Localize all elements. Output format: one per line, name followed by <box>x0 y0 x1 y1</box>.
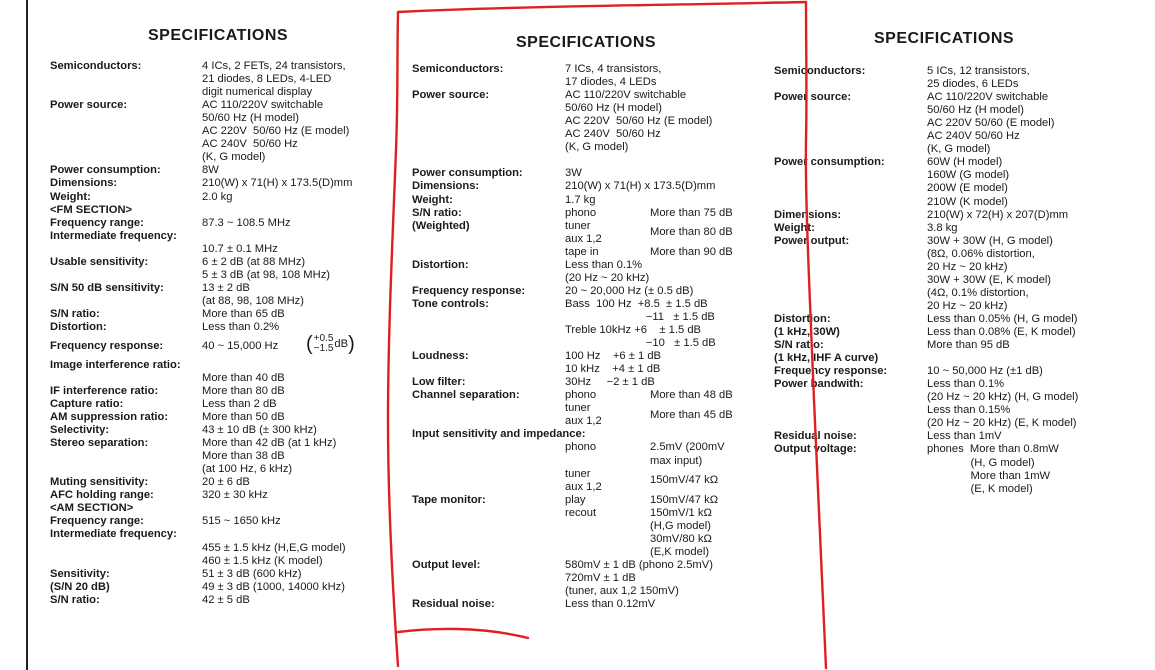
spec-value: 30W + 30W (H, G model) <box>927 234 1053 247</box>
spec-value: (K, G model) <box>927 143 991 156</box>
spec-label: Frequency range: <box>50 216 144 229</box>
spec-value: AC 220V 50/60 Hz (E model) <box>565 115 713 128</box>
spec-value: 515 ~ 1650 kHz <box>202 515 281 528</box>
spec-label: Power consumption: <box>50 164 161 177</box>
spec-value: 43 ± 10 dB (± 300 kHz) <box>202 424 317 437</box>
spec-value: 21 diodes, 8 LEDs, 4-LED <box>202 73 332 86</box>
spec-list <box>50 0 395 670</box>
spec-value-secondary: (E,K model) <box>650 545 710 558</box>
spec-value: Treble 10kHz +6 ± 1.5 dB <box>565 324 702 336</box>
spec-value-secondary: More than 75 dB <box>650 206 733 219</box>
spec-label: S/N ratio: <box>50 593 100 606</box>
spec-label: Intermediate frequency: <box>50 528 177 541</box>
spec-value: 42 ± 5 dB <box>202 593 250 606</box>
spec-value: aux 1,2 <box>565 480 602 493</box>
spec-value: (at 88, 98, 108 MHz) <box>202 294 304 307</box>
spec-value: Less than 1mV <box>927 430 1002 443</box>
spec-value: 210W (K model) <box>927 195 1008 208</box>
spec-value: 20 ± 6 dB <box>202 476 250 489</box>
spec-value: 200W (E model) <box>927 182 1008 195</box>
spec-value: AC 220V 50/60 (E model) <box>927 117 1055 130</box>
spec-label: Selectivity: <box>50 424 110 437</box>
spec-value: 5 ± 3 dB (at 98, 108 MHz) <box>202 268 331 281</box>
spec-value: More than 42 dB (at 1 kHz) <box>202 437 337 450</box>
spec-value: (4Ω, 0.1% distortion, <box>927 286 1029 299</box>
spec-value: More than 40 dB <box>202 371 285 384</box>
spec-value: 720mV ± 1 dB <box>565 571 636 584</box>
spec-value: 17 diodes, 4 LEDs <box>565 76 657 89</box>
spec-label: (1 kHz, 30W) <box>774 326 840 338</box>
spec-label: Channel separation: <box>412 389 520 402</box>
spec-value: 3W <box>565 167 582 180</box>
spec-label: AFC holding range: <box>50 489 154 502</box>
spec-value: AC 240V 50/60 Hz <box>202 138 298 151</box>
spec-label: Distortion: <box>412 258 469 271</box>
spec-value: 210(W) x 72(H) x 207(D)mm <box>927 208 1069 221</box>
spec-label: Power consumption: <box>412 167 523 180</box>
spec-label: Output voltage: <box>774 443 857 456</box>
spec-value-secondary: More than 90 dB <box>650 245 733 258</box>
spec-value: 10 ~ 50,000 Hz (±1 dB) <box>927 365 1043 378</box>
spec-label: Tape monitor: <box>412 493 486 506</box>
spec-label: Power output: <box>774 234 850 247</box>
spec-label: (1 kHz, IHF A curve) <box>774 352 879 365</box>
spec-value: Less than 0.1% <box>927 378 1005 391</box>
spec-value: 60W (H model) <box>927 156 1003 169</box>
spec-value-secondary: 150mV/47 kΩ <box>650 493 719 506</box>
spec-value-secondary: More than 45 dB <box>650 408 733 421</box>
spec-value: (E, K model) <box>927 482 1033 495</box>
spec-value: 50/60 Hz (H model) <box>927 104 1024 117</box>
spec-value: Less than 0.12mV <box>565 598 656 611</box>
spec-value: digit numerical display <box>202 86 313 99</box>
spec-value: 10.7 ± 0.1 MHz <box>202 242 278 255</box>
spec-value: phono <box>565 441 597 454</box>
spec-value: AC 220V 50/60 Hz (E model) <box>202 125 350 138</box>
spec-value: (20 Hz ~ 20 kHz) (E, K model) <box>927 417 1077 430</box>
spec-value: tuner <box>565 467 591 480</box>
spec-value-secondary: 2.5mV (200mV <box>650 441 725 454</box>
spec-value-secondary: 30mV/80 kΩ <box>650 532 712 545</box>
spec-value: 40 ~ 15,000 Hz <box>202 339 279 352</box>
spec-value: Less than 0.05% (H, G model) <box>927 312 1078 325</box>
spec-value-secondary: 150mV/1 kΩ <box>650 506 712 519</box>
spec-value: 87.3 ~ 108.5 MHz <box>202 216 291 229</box>
spec-value: 580mV ± 1 dB (phono 2.5mV) <box>565 558 713 571</box>
spec-label: Residual noise: <box>774 430 857 443</box>
spec-label: Power bandwith: <box>774 378 864 391</box>
spec-value: 210(W) x 71(H) x 173.5(D)mm <box>202 177 353 190</box>
spec-value: 20 Hz ~ 20 kHz) <box>927 299 1008 312</box>
spec-value: (20 Hz ~ 20 kHz) <box>565 271 650 284</box>
spec-value: (K, G model) <box>202 151 266 164</box>
spec-value: −10 ± 1.5 dB <box>565 337 716 350</box>
spec-label: Frequency response: <box>50 339 164 352</box>
spec-value: (tuner, aux 1,2 150mV) <box>565 585 679 597</box>
spec-value: (at 100 Hz, 6 kHz) <box>202 463 293 476</box>
spec-value: 6 ± 2 dB (at 88 MHz) <box>202 255 306 268</box>
spec-value: 7 ICs, 4 transistors, <box>565 63 662 75</box>
spec-value: AC 110/220V switchable <box>202 99 324 112</box>
spec-label: Semiconductors: <box>50 60 142 72</box>
spec-value: More than 38 dB <box>202 450 285 463</box>
spec-label: Power source: <box>50 99 128 112</box>
spec-value: Less than 0.15% <box>927 404 1011 417</box>
spec-label: <AM SECTION> <box>50 502 134 515</box>
spec-value: phones More than 0.8mW <box>927 443 1059 456</box>
spec-value: AC 240V 50/60 Hz <box>927 130 1020 143</box>
spec-value: phono <box>565 389 597 402</box>
spec-value: 51 ± 3 dB (600 kHz) <box>202 567 302 580</box>
spec-label: Intermediate frequency: <box>50 229 177 242</box>
spec-value: More than 80 dB <box>202 384 285 397</box>
spec-label: Stereo separation: <box>50 437 149 450</box>
spec-value: tuner <box>565 219 591 232</box>
spec-label: Semiconductors: <box>774 65 866 77</box>
spec-value: 25 diodes, 6 LEDs <box>927 78 1019 91</box>
spec-value: tape in <box>565 245 599 258</box>
spec-label: S/N ratio: <box>50 307 100 320</box>
spec-value: 1.7 kg <box>565 193 596 206</box>
spec-value: aux 1,2 <box>565 232 602 245</box>
spec-value: AC 240V 50/60 Hz <box>565 128 661 141</box>
spec-value: More than 50 dB <box>202 411 285 424</box>
spec-value: 49 ± 3 dB (1000, 14000 kHz) <box>202 580 345 593</box>
spec-label: Power source: <box>412 89 490 102</box>
spec-value: Less than 0.08% (E, K model) <box>927 326 1076 338</box>
spec-label: Frequency range: <box>50 515 144 528</box>
column-title: SPECIFICATIONS <box>874 30 1015 47</box>
spec-label: S/N 50 dB sensitivity: <box>50 281 164 294</box>
spec-label: Frequency response: <box>774 365 888 378</box>
spec-value: 320 ± 30 kHz <box>202 489 268 502</box>
spec-label: Power consumption: <box>774 156 885 169</box>
spec-label: Residual noise: <box>412 598 495 611</box>
spec-value: More than 1mW <box>927 469 1051 482</box>
spec-value: 20 ~ 20,000 Hz (± 0.5 dB) <box>565 284 694 297</box>
spec-value: phono <box>565 206 597 219</box>
spec-value: 3.8 kg <box>927 221 958 234</box>
spec-label: AM suppression ratio: <box>50 411 169 424</box>
spec-label: Tone controls: <box>412 297 489 310</box>
spec-label: Loudness: <box>412 350 469 363</box>
spec-value-secondary: More than 48 dB <box>650 389 733 402</box>
spec-value-secondary: 150mV/47 kΩ <box>650 474 719 487</box>
spec-value: tuner <box>565 402 591 415</box>
spec-label: Dimensions: <box>50 177 118 190</box>
spec-value: −11 ± 1.5 dB <box>565 310 715 323</box>
spec-label: <FM SECTION> <box>50 203 133 216</box>
spec-value: 2.0 kg <box>202 190 233 203</box>
spec-value: (8Ω, 0.06% distortion, <box>927 247 1035 260</box>
spec-value: play <box>565 493 586 506</box>
spec-value: (H, G model) <box>927 456 1035 469</box>
spec-label: Low filter: <box>412 376 466 389</box>
spec-value: (20 Hz ~ 20 kHz) (H, G model) <box>927 391 1079 404</box>
spec-value: Less than 2 dB <box>202 397 277 410</box>
spec-label: Frequency response: <box>412 284 526 297</box>
spec-label: (S/N 20 dB) <box>50 580 110 593</box>
spec-label: IF interference ratio: <box>50 384 159 397</box>
page-edge-rule <box>26 0 28 670</box>
spec-label: S/N ratio: <box>774 339 824 352</box>
spec-value: 455 ± 1.5 kHz (H,E,G model) <box>202 541 346 554</box>
tolerance-fraction: ( +0.5 −1.5 dB) <box>306 333 355 356</box>
column-title: SPECIFICATIONS <box>148 27 289 44</box>
spec-list <box>412 0 757 670</box>
spec-label: Sensitivity: <box>50 567 110 580</box>
spec-value: Bass 100 Hz +8.5 ± 1.5 dB <box>565 297 708 310</box>
spec-value-secondary: More than 80 dB <box>650 226 733 239</box>
spec-value: Less than 0.2% <box>202 321 280 333</box>
spec-value: 210(W) x 71(H) x 173.5(D)mm <box>565 180 716 193</box>
spec-value: aux 1,2 <box>565 415 602 428</box>
spec-value: (K, G model) <box>565 141 629 154</box>
spec-label: Dimensions: <box>412 180 480 193</box>
spec-label: Capture ratio: <box>50 397 124 410</box>
spec-label: Weight: <box>50 190 91 203</box>
spec-label: Input sensitivity and impedance: <box>412 428 586 441</box>
spec-label: Image interference ratio: <box>50 358 181 371</box>
spec-value: More than 95 dB <box>927 339 1010 352</box>
spec-value: 8W <box>202 164 219 177</box>
spec-label: Muting sensitivity: <box>50 476 149 489</box>
spec-value: 30Hz −2 ± 1 dB <box>565 376 655 389</box>
spec-label: Weight: <box>412 193 453 206</box>
spec-label: (Weighted) <box>412 219 470 232</box>
spec-value: AC 110/220V switchable <box>565 89 687 102</box>
spec-label: Dimensions: <box>774 208 842 221</box>
spec-list <box>774 0 1154 670</box>
spec-value: 10 kHz +4 ± 1 dB <box>565 363 661 376</box>
column-title: SPECIFICATIONS <box>516 34 657 51</box>
spec-value-secondary: max input) <box>650 454 703 467</box>
spec-value: 30W + 30W (E, K model) <box>927 273 1052 286</box>
spec-value: AC 110/220V switchable <box>927 91 1049 104</box>
spec-value: 50/60 Hz (H model) <box>565 102 662 115</box>
spec-label: Distortion: <box>774 312 831 325</box>
spec-label: Distortion: <box>50 321 107 333</box>
spec-value: 20 Hz ~ 20 kHz) <box>927 260 1008 273</box>
spec-value: 13 ± 2 dB <box>202 281 250 294</box>
spec-value: More than 65 dB <box>202 307 285 320</box>
spec-value: 160W (G model) <box>927 169 1010 182</box>
spec-label: Power source: <box>774 91 852 104</box>
spec-value: 50/60 Hz (H model) <box>202 112 299 125</box>
spec-label: Semiconductors: <box>412 63 504 75</box>
spec-value: 100 Hz +6 ± 1 dB <box>565 350 662 363</box>
spec-value: 460 ± 1.5 kHz (K model) <box>202 554 323 567</box>
spec-value: 5 ICs, 12 transistors, <box>927 65 1030 77</box>
spec-value: recout <box>565 506 597 519</box>
spec-label: S/N ratio: <box>412 206 462 219</box>
spec-label: Output level: <box>412 558 481 571</box>
spec-label: Weight: <box>774 221 815 234</box>
spec-value: 4 ICs, 2 FETs, 24 transistors, <box>202 60 346 72</box>
spec-value: Less than 0.1% <box>565 258 643 271</box>
spec-label: Usable sensitivity: <box>50 255 149 268</box>
spec-value-secondary: (H,G model) <box>650 519 711 532</box>
